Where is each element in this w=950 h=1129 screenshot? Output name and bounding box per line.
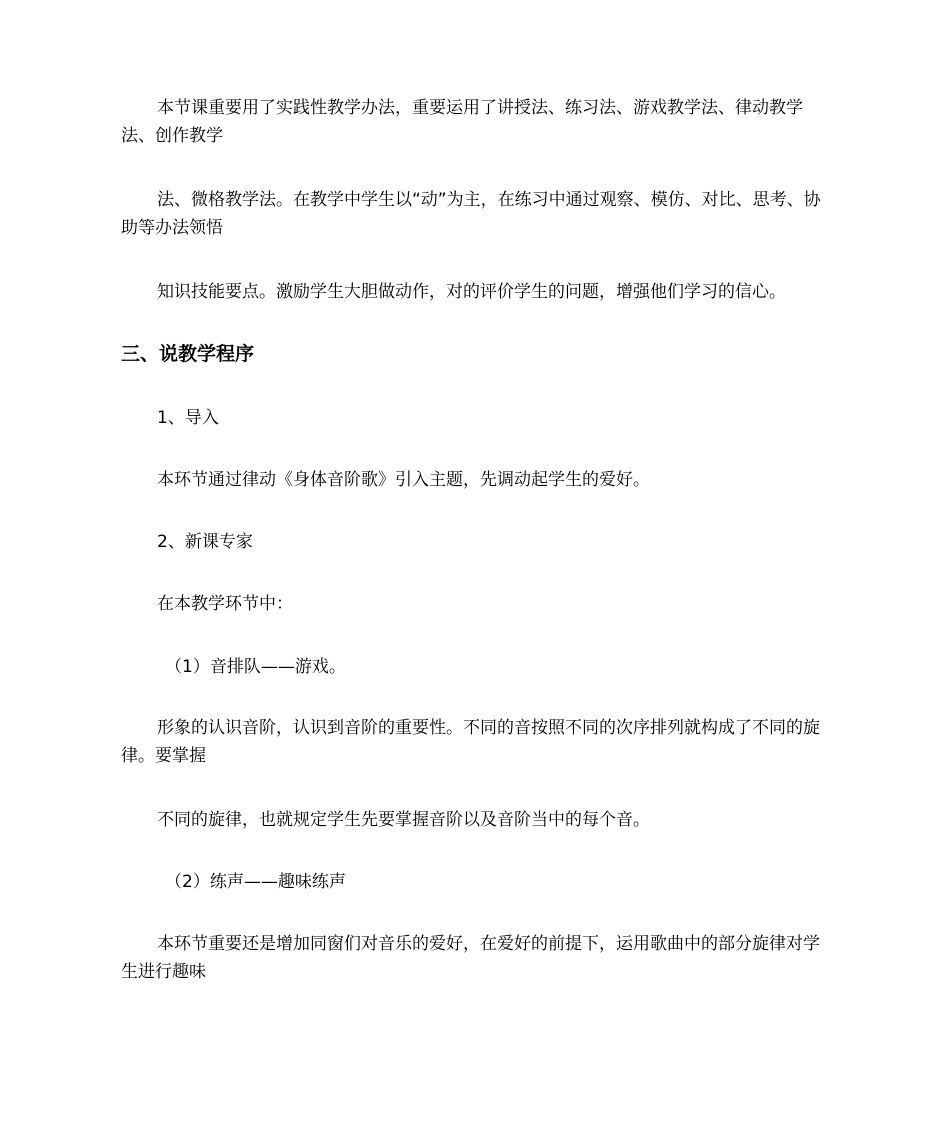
step-introduction: 1、导入 <box>157 408 219 428</box>
step-new-lesson: 2、新课专家 <box>157 532 253 552</box>
paragraph-scale-recognition: 形象的认识音阶，认识到音阶的重要性。不同的音按照不同的次序排列就构成了不同的旋律。要掌握 <box>121 718 820 766</box>
paragraph-teaching-methods-cont: 法、微格教学法。在教学中学生以“动”为主，在练习中通过观察、模仿、对比、思考、协助等办法领悟 <box>121 190 821 238</box>
paragraph-scale-mastery: 不同的旋律，也就规定学生先要掌握音阶以及音阶当中的每个音。 <box>157 810 650 830</box>
paragraph-introduction: 本环节通过律动《身体音阶歌》引入主题，先调动起学生的爱好。 <box>157 470 650 490</box>
paragraph-knowledge-points: 知识技能要点。激励学生大胆做动作，对的评价学生的问题，增强他们学习的信心。 <box>157 282 786 302</box>
paragraph-in-this-section: 在本教学环节中： <box>157 594 293 614</box>
paragraph-teaching-methods: 本节课重要用了实践性教学办法，重要运用了讲授法、练习法、游戏教学法、律动教学法、创作教学 <box>121 98 803 146</box>
substep-note-queue: （1）音排队——游戏。 <box>165 657 346 677</box>
section-heading: 三、说教学程序 <box>121 343 255 365</box>
substep-vocal-practice: （2）练声——趣味练声 <box>165 872 346 892</box>
paragraph-interest-practice: 本环节重要还是增加同窗们对音乐的爱好，在爱好的前提下，运用歌曲中的部分旋律对学生进行趣味 <box>121 934 820 982</box>
